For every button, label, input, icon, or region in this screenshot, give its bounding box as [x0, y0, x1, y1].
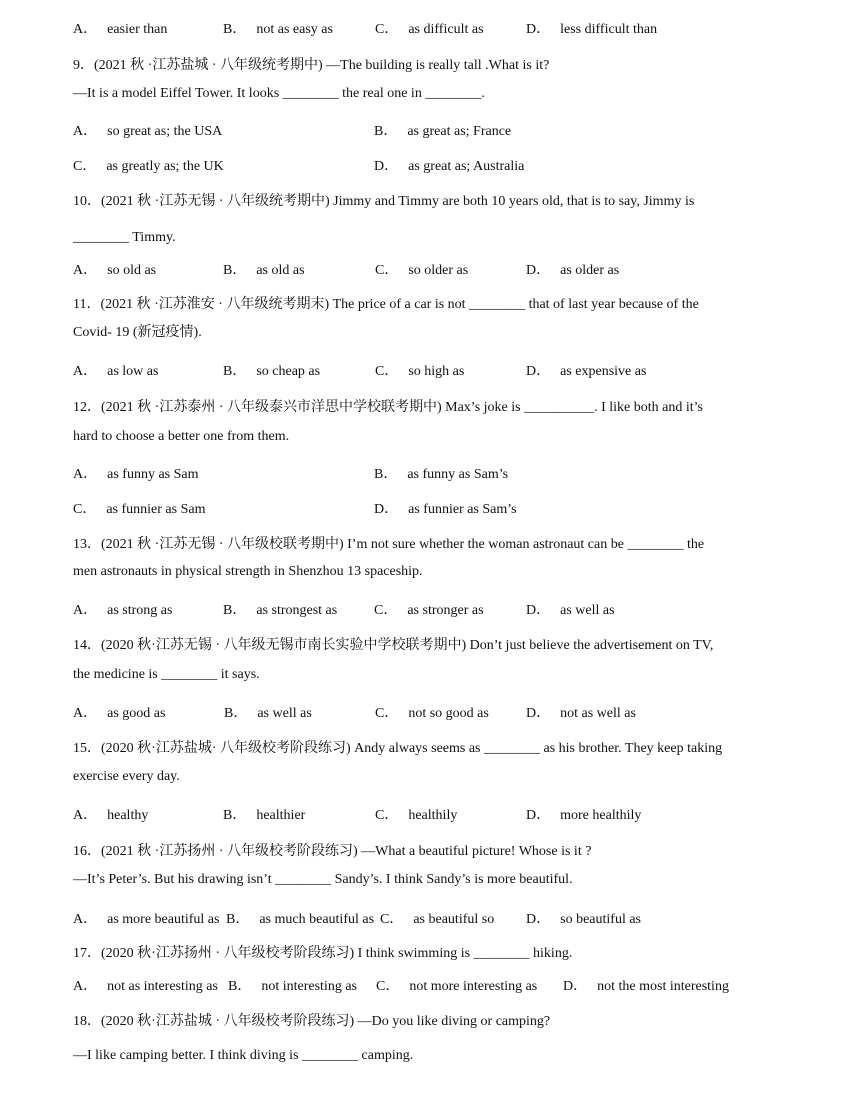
q16-stem: 16．(2021 秋 ·江苏扬州 · 八年级校考阶段练习) —What a beautiful picture! Whose is it ? — [73, 844, 592, 859]
q10-option-d[interactable]: D． as older as — [526, 263, 620, 278]
q14-option-a[interactable]: A． as good as — [73, 706, 166, 721]
q12-option-d[interactable]: D． as funnier as Sam’s — [374, 502, 517, 517]
q9-stem: 9．(2021 秋 ·江苏盐城 · 八年级统考期中) —The building is really tall .What is it? — [73, 58, 550, 73]
q15-option-a[interactable]: A． healthy — [73, 808, 149, 823]
q15-options — [73, 806, 793, 826]
q14-options — [73, 704, 793, 724]
q14-option-c[interactable]: C． not so good as — [375, 706, 489, 721]
q12-option-a[interactable]: A． as funny as Sam — [73, 467, 199, 482]
q12-stem-continued: hard to choose a better one from them. — [73, 429, 290, 444]
q10-stem-continued: ________ Timmy. — [73, 230, 176, 245]
q12-option-c[interactable]: C． as funnier as Sam — [73, 502, 206, 517]
q8-option-b[interactable]: B． not as easy as — [223, 22, 333, 37]
q13-options — [73, 601, 793, 621]
q10-option-a[interactable]: A． so old as — [73, 263, 157, 278]
q17-option-c[interactable]: C． not more interesting as — [376, 979, 538, 994]
q14-option-d[interactable]: D． not as well as — [526, 706, 636, 721]
q17-option-d[interactable]: D． not the most interesting — [563, 979, 729, 994]
q13-option-a[interactable]: A． as strong as — [73, 603, 173, 618]
q18-stem-continued: —I like camping better. I think diving is ________ camping. — [73, 1048, 414, 1063]
q8-option-a[interactable]: A． easier than — [73, 22, 168, 37]
q15-option-b[interactable]: B． healthier — [223, 808, 306, 823]
q13-stem: 13．(2021 秋 ·江苏无锡 · 八年级校联考期中) I’m not sure whether the woman astronaut can be ________ the — [73, 537, 705, 552]
q14-option-b[interactable]: B． as well as — [224, 706, 312, 721]
q12-option-b[interactable]: B． as funny as Sam’s — [374, 467, 509, 482]
q18-stem: 18．(2020 秋·江苏盐城 · 八年级校考阶段练习) —Do you like diving or camping? — [73, 1014, 551, 1029]
q9-option-a[interactable]: A． so great as; the USA — [73, 124, 223, 139]
q13-option-d[interactable]: D． as well as — [526, 603, 615, 618]
q9-option-b[interactable]: B． as great as; France — [374, 124, 512, 139]
q13-option-b[interactable]: B． as strongest as — [223, 603, 338, 618]
q15-stem-continued: exercise every day. — [73, 769, 180, 784]
q15-option-c[interactable]: C． healthily — [375, 808, 458, 823]
q17-options — [73, 977, 793, 997]
q15-stem: 15．(2020 秋·江苏盐城· 八年级校考阶段练习) Andy always seems as ________ as his brother. They keep taking — [73, 741, 723, 756]
q12-options-row2 — [73, 500, 793, 520]
q12-stem: 12．(2021 秋 ·江苏泰州 · 八年级泰兴市洋思中学校联考期中) Max’s joke is __________. I like both and it’s — [73, 400, 703, 415]
q10-stem: 10．(2021 秋 ·江苏无锡 · 八年级统考期中) Jimmy and Timmy are both 10 years old, that is to say, Jimmy is — [73, 194, 695, 209]
q16-option-a[interactable]: A． as more beautiful as — [73, 912, 220, 927]
q11-options — [73, 362, 793, 382]
q16-option-d[interactable]: D． so beautiful as — [526, 912, 641, 927]
q8-option-c[interactable]: C． as difficult as — [375, 22, 484, 37]
q17-option-b[interactable]: B． not interesting as — [228, 979, 357, 994]
q9-stem-continued: —It is a model Eiffel Tower. It looks ________ the real one in ________. — [73, 86, 485, 101]
q15-option-d[interactable]: D． more healthily — [526, 808, 642, 823]
q10-options — [73, 261, 793, 281]
q11-option-b[interactable]: B． so cheap as — [223, 364, 321, 379]
q9-option-d[interactable]: D． as great as; Australia — [374, 159, 525, 174]
q13-option-c[interactable]: C． as stronger as — [374, 603, 484, 618]
q10-option-c[interactable]: C． so older as — [375, 263, 469, 278]
q17-option-a[interactable]: A． not as interesting as — [73, 979, 218, 994]
q11-option-d[interactable]: D． as expensive as — [526, 364, 647, 379]
q8-options — [73, 20, 793, 40]
q11-stem: 11．(2021 秋 ·江苏淮安 · 八年级统考期末) The price of a car is not ________ that of last year because of the — [73, 297, 699, 312]
q9-options-row2 — [73, 157, 793, 177]
q13-stem-continued: men astronauts in physical strength in Shenzhou 13 spaceship. — [73, 564, 423, 579]
q16-stem-continued: —It’s Peter’s. But his drawing isn’t ________ Sandy’s. I think Sandy’s is more beautiful. — [73, 872, 573, 887]
q16-option-c[interactable]: C． as beautiful so — [380, 912, 495, 927]
q9-options-row1 — [73, 122, 793, 142]
q8-option-d[interactable]: D． less difficult than — [526, 22, 658, 37]
q9-option-c[interactable]: C． as greatly as; the UK — [73, 159, 224, 174]
q11-option-c[interactable]: C． so high as — [375, 364, 465, 379]
q10-option-b[interactable]: B． as old as — [223, 263, 305, 278]
q12-options-row1 — [73, 465, 793, 485]
q14-stem-continued: the medicine is ________ it says. — [73, 667, 260, 682]
q11-stem-continued: Covid- 19 (新冠疫情). — [73, 325, 202, 340]
q16-options — [73, 910, 793, 930]
q16-option-b[interactable]: B． as much beautiful as — [226, 912, 375, 927]
q17-stem: 17．(2020 秋·江苏扬州 · 八年级校考阶段练习) I think swimming is ________ hiking. — [73, 946, 573, 961]
q11-option-a[interactable]: A． as low as — [73, 364, 159, 379]
q14-stem: 14．(2020 秋·江苏无锡 · 八年级无锡市南长实验中学校联考期中) Don’t just believe the advertisement on TV, — [73, 638, 714, 653]
